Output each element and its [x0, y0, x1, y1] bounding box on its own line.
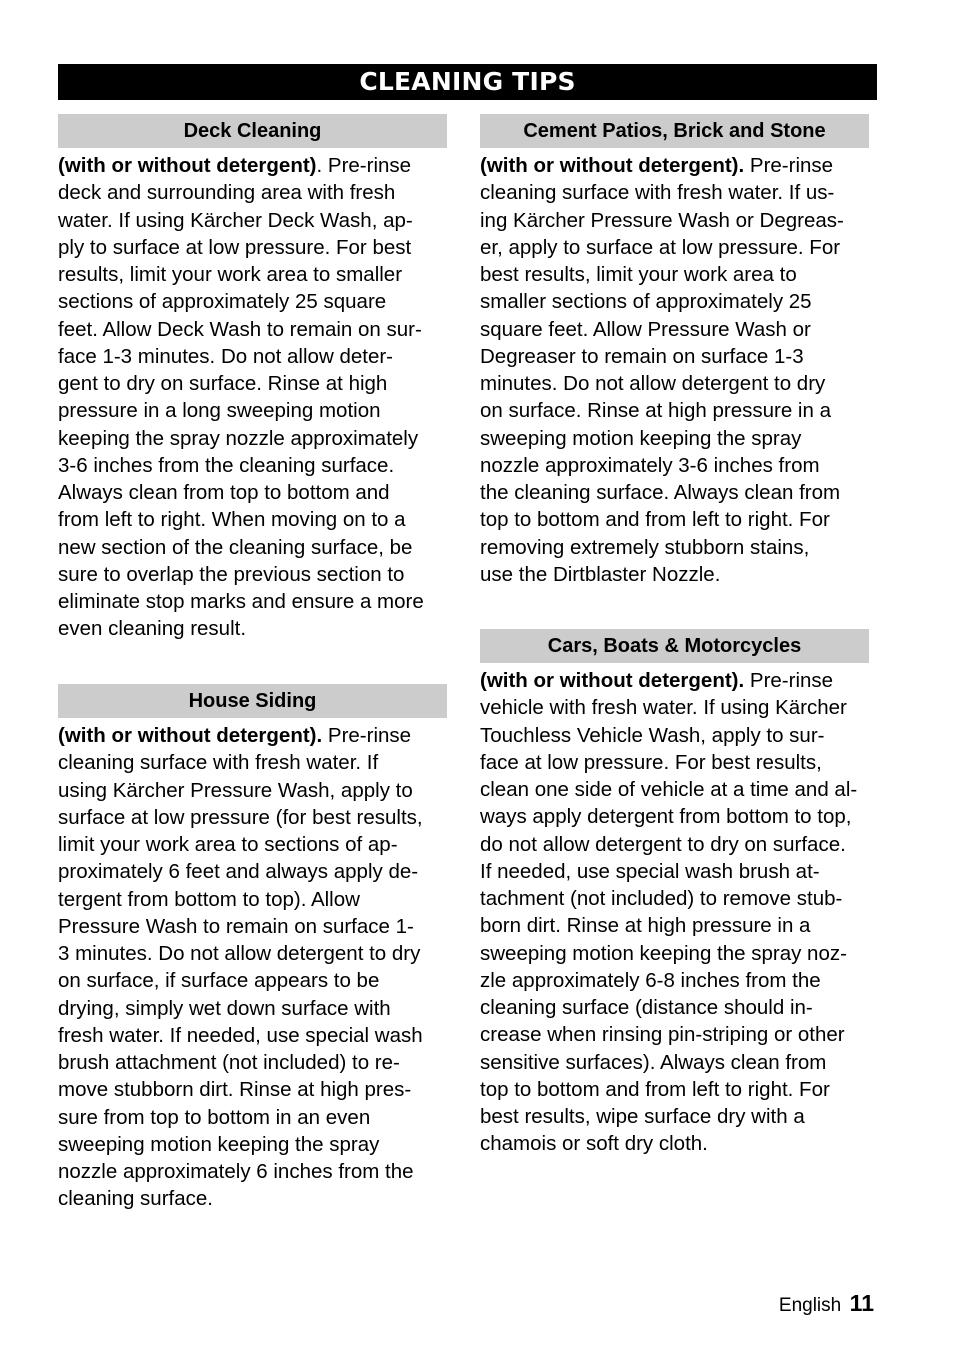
text-line: best results, wipe surface dry with a: [480, 1105, 805, 1128]
section-heading: Cars, Boats & Motorcycles: [480, 629, 869, 663]
text-line: Touchless Vehicle Wash, apply to sur-: [480, 723, 825, 747]
text-line: clean one side of vehicle at a time and al-: [480, 778, 858, 801]
section-text: [480, 667, 878, 1158]
text-line: feet. Allow Deck Wash to remain on sur-: [58, 317, 422, 341]
text-line: minutes. Do not allow detergent to dry: [480, 372, 826, 395]
text-line: the cleaning surface. Always clean from: [480, 481, 841, 504]
text-line: chamois or soft dry cloth.: [480, 1132, 708, 1156]
text-line: face 1-3 minutes. Do not allow deter-: [58, 344, 393, 368]
section-house-siding: [58, 684, 450, 1213]
text-line: sweeping motion keeping the spray: [58, 1132, 380, 1156]
text-line: [480, 152, 878, 179]
text-line: Always clean from top to bottom and: [58, 481, 390, 504]
text-run: Pre-rinse: [744, 669, 834, 692]
text-line: proximately 6 feet and always apply de-: [58, 860, 419, 884]
text-line: Pressure Wash to remain on surface 1-: [58, 914, 414, 938]
text-line: brush attachment (not included) to re-: [58, 1051, 400, 1074]
section-deck-cleaning: [58, 114, 450, 643]
text-line: deck and surrounding area with fresh: [58, 181, 396, 205]
text-line: sure to overlap the previous section to: [58, 562, 405, 586]
text-line: top to bottom and from left to right. For: [480, 508, 830, 532]
text-line: top to bottom and from left to right. For: [480, 1077, 830, 1101]
text-line: new section of the cleaning surface, be: [58, 535, 413, 559]
text-line: using Kärcher Pressure Wash, apply to: [58, 778, 413, 802]
text-line: [58, 722, 456, 749]
section-heading: Deck Cleaning: [58, 114, 447, 148]
text-line: on surface. Rinse at high pressure in a: [480, 399, 831, 423]
text-line: ing Kärcher Pressure Wash or Degreas-: [480, 208, 844, 232]
text-line: sensitive surfaces). Always clean from: [480, 1050, 827, 1074]
page-footer: [779, 1290, 874, 1317]
lead-phrase: (with or without detergent): [58, 154, 317, 177]
text-line: pressure in a long sweeping motion: [58, 399, 381, 423]
text-line: fresh water. If needed, use special wash: [58, 1023, 423, 1047]
section-cement-patios: [480, 114, 872, 588]
text-line: face at low pressure. For best results,: [480, 750, 822, 774]
text-line: 3 minutes. Do not allow detergent to dry: [58, 942, 421, 965]
text-line: cleaning surface.: [58, 1187, 213, 1211]
section-text: [480, 152, 878, 588]
text-line: zle approximately 6-8 inches from the: [480, 968, 821, 992]
text-line: from left to right. When moving on to a: [58, 508, 406, 532]
text-line: tergent from bottom to top). Allow: [58, 887, 360, 911]
text-line: [480, 667, 878, 694]
lead-phrase: (with or without detergent).: [480, 154, 745, 177]
text-run: Pre-rinse: [744, 154, 834, 177]
text-line: removing extremely stubborn stains,: [480, 535, 810, 559]
text-line: ways apply detergent from bottom to top,: [480, 805, 852, 829]
text-line: nozzle approximately 6 inches from the: [58, 1160, 414, 1183]
text-line: If needed, use special wash brush at-: [480, 859, 820, 883]
text-line: sections of approximately 25 square: [58, 290, 387, 314]
text-line: cleaning surface (distance should in-: [480, 996, 813, 1019]
lead-phrase: (with or without detergent).: [480, 669, 745, 692]
page-number: 11: [849, 1290, 874, 1316]
text-line: [58, 152, 456, 179]
text-line: er, apply to surface at low pressure. For: [480, 235, 841, 259]
text-line: sure from top to bottom in an even: [58, 1105, 371, 1129]
section-heading: Cement Patios, Brick and Stone: [480, 114, 869, 148]
text-line: limit your work area to sections of ap-: [58, 833, 398, 856]
text-line: tachment (not included) to remove stub-: [480, 887, 843, 910]
text-line: Degreaser to remain on surface 1-3: [480, 344, 804, 368]
text-line: best results, limit your work area to: [480, 263, 797, 286]
text-line: use the Dirtblaster Nozzle.: [480, 562, 721, 586]
text-line: results, limit your work area to smaller: [58, 263, 403, 286]
text-line: cleaning surface with fresh water. If us-: [480, 181, 835, 205]
text-line: crease when rinsing pin-striping or other: [480, 1023, 845, 1047]
lead-phrase: (with or without detergent).: [58, 724, 323, 747]
text-line: drying, simply wet down surface with: [58, 996, 391, 1020]
text-line: do not allow detergent to dry on surface.: [480, 832, 846, 856]
text-line: square feet. Allow Pressure Wash or: [480, 317, 811, 341]
text-line: vehicle with fresh water. If using Kärcher: [480, 696, 847, 720]
section-text: [58, 152, 456, 643]
section-cars-boats-motorcycles: [480, 629, 872, 1158]
text-line: nozzle approximately 3-6 inches from: [480, 453, 820, 477]
footer-language: English: [778, 1295, 842, 1316]
text-run: . Pre-rinse: [316, 154, 412, 177]
text-line: ply to surface at low pressure. For best: [58, 235, 412, 259]
text-line: surface at low pressure (for best results,: [58, 805, 423, 829]
text-line: even cleaning result.: [58, 617, 247, 641]
text-line: 3-6 inches from the cleaning surface.: [58, 453, 395, 477]
text-line: on surface, if surface appears to be: [58, 969, 380, 993]
text-line: gent to dry on surface. Rinse at high: [58, 372, 388, 395]
text-run: Pre-rinse: [322, 724, 412, 747]
text-line: water. If using Kärcher Deck Wash, ap-: [58, 208, 413, 232]
text-line: sweeping motion keeping the spray: [480, 426, 802, 450]
page-title: CLEANING TIPS: [58, 64, 877, 100]
text-line: born dirt. Rinse at high pressure in a: [480, 914, 811, 938]
text-line: cleaning surface with fresh water. If: [58, 751, 379, 775]
section-heading: House Siding: [58, 684, 447, 718]
text-line: move stubborn dirt. Rinse at high pres-: [58, 1078, 412, 1102]
text-line: eliminate stop marks and ensure a more: [58, 590, 424, 613]
text-line: smaller sections of approximately 25: [480, 290, 812, 314]
text-line: keeping the spray nozzle approximately: [58, 426, 419, 450]
text-line: sweeping motion keeping the spray noz-: [480, 941, 847, 965]
section-text: [58, 722, 456, 1213]
